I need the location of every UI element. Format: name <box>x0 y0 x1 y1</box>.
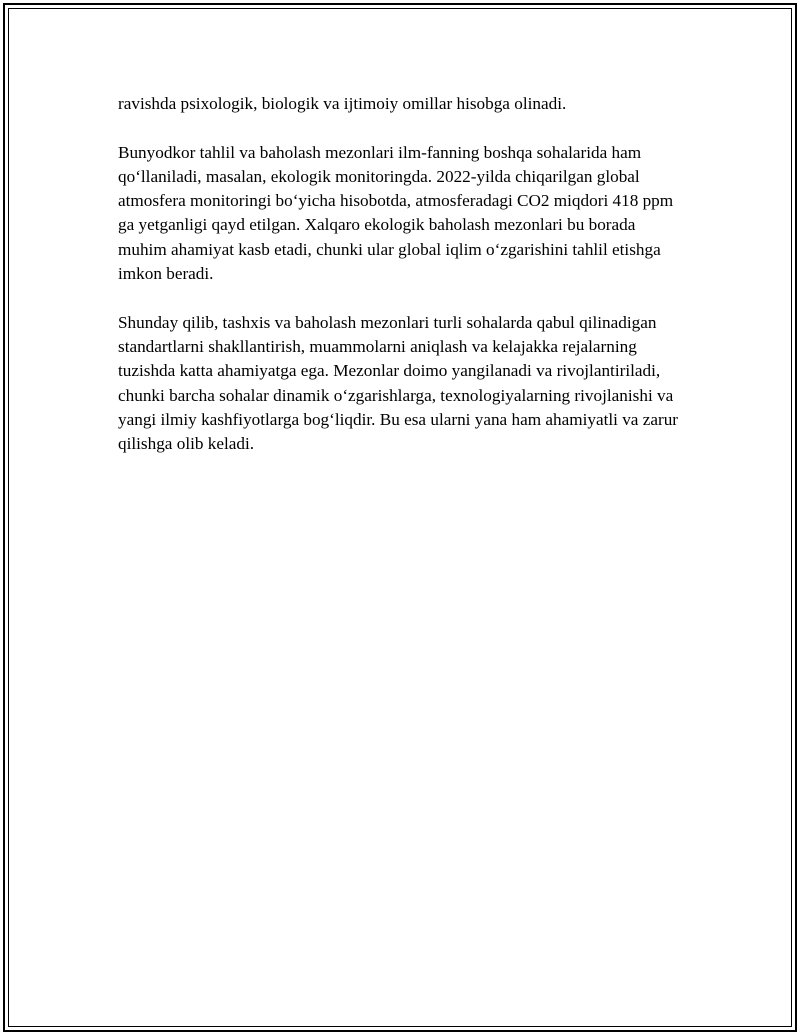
paragraph-2: Bunyodkor tahlil va baholash mezonlari ilm-fanning boshqa sohalarida ham qo‘llaniladi, masalan, ekologik monitoringda. 2022-yilda chiqarilgan global atmosfera monitoringi bo‘yicha hisobotda, atmosferadagi CO2 miqdori 418 ppm ga yetganligi qayd etilgan. Xalqaro ekologik baholash mezonlari bu borada muhim ahamiyat kasb etadi, chunki ular global iqlim o‘zgarishini tahlil etishga imkon beradi. <box>118 142 674 284</box>
paragraph-3: Shunday qilib, tashxis va baholash mezonlari turli sohalarda qabul qilinadigan standartlarni shakllantirish, muammolarni aniqlash va kelajakka rejalarning tuzishda katta ahamiyatga ega. Mezonlar doimo yangilanadi va rivojlantiriladi, chunki barcha sohalar dinamik o‘zgarishlarga, texnologiyalarning rivojlanishi va yangi ilmiy kashfiyotlarga bog‘liqdir. Bu esa ularni yana ham ahamiyatli va zarur qilishga olib keladi. <box>118 312 679 454</box>
document-body <box>118 92 686 481</box>
paragraph-1: ravishda psixologik, biologik va ijtimoiy omillar hisobga olinadi. <box>118 94 567 113</box>
